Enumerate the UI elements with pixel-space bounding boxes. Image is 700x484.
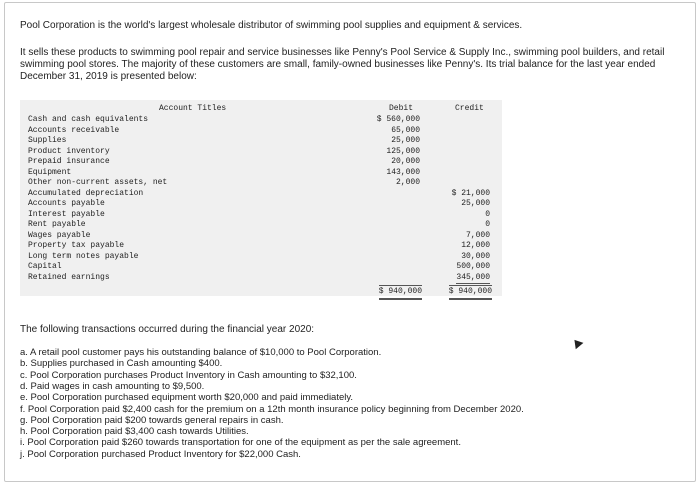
table-row bbox=[20, 199, 502, 210]
transaction-item: h. Pool Corporation paid $3,400 cash towards Utilities. bbox=[20, 426, 249, 438]
credit-value: 7,000 bbox=[465, 230, 490, 240]
debit-value: 25,000 bbox=[391, 136, 420, 145]
account-title: Supplies bbox=[28, 136, 67, 145]
account-title: Other non-current assets, net bbox=[28, 178, 168, 187]
table-row bbox=[20, 168, 502, 179]
table-row bbox=[20, 126, 502, 137]
account-title: Interest payable bbox=[28, 209, 105, 219]
transaction-item: j. Pool Corporation purchased Product Inventory for $22,000 Cash. bbox=[20, 448, 301, 460]
description-paragraph: It sells these products to swimming pool repair and service businesses like Penny's Pool Service & Supply Inc., swimming pool builders, and retail swimming pool stores. The majority of these customers are small, family-owned businesses like Penny's. Its trial balance for the last year ended December 31, 2019 is presented below: bbox=[20, 47, 665, 82]
table-row bbox=[20, 147, 502, 158]
debit-value: 20,000 bbox=[391, 157, 420, 166]
debit-header: Debit bbox=[389, 104, 414, 113]
account-title: Product inventory bbox=[28, 146, 110, 156]
transaction-item: i. Pool Corporation paid $260 towards transportation for one of the equipment as per the sale agreement. bbox=[20, 437, 461, 449]
account-title: Long term notes payable bbox=[28, 251, 139, 261]
account-title: Prepaid insurance bbox=[28, 157, 110, 166]
table-row bbox=[20, 178, 502, 189]
table-row bbox=[20, 136, 502, 147]
account-titles-header: Account Titles bbox=[159, 104, 227, 113]
transaction-item: b. Supplies purchased in Cash amounting $400. bbox=[20, 358, 223, 370]
table-row bbox=[20, 189, 502, 200]
credit-total: $ 940,000 bbox=[449, 285, 492, 300]
table-row bbox=[20, 115, 502, 126]
credit-value: 25,000 bbox=[461, 199, 490, 208]
credit-value: 345,000 bbox=[456, 273, 490, 285]
transaction-item: e. Pool Corporation purchased equipment worth $20,000 and paid immediately. bbox=[20, 392, 354, 404]
transactions-heading: The following transactions occurred during the financial year 2020: bbox=[20, 324, 315, 335]
transaction-item: a. A retail pool customer pays his outstanding balance of $10,000 to Pool Corporation. bbox=[20, 347, 382, 358]
trial-balance-table bbox=[20, 100, 502, 296]
debit-value: 125,000 bbox=[386, 146, 420, 156]
debit-total: $ 940,000 bbox=[379, 285, 422, 300]
debit-value: 2,000 bbox=[395, 178, 420, 187]
account-title: Equipment bbox=[28, 167, 72, 177]
table-row bbox=[20, 220, 502, 231]
credit-value: 0 bbox=[485, 209, 490, 219]
account-title: Wages payable bbox=[28, 230, 91, 240]
table-row bbox=[20, 252, 502, 263]
account-title: Accounts receivable bbox=[28, 125, 120, 135]
table-row bbox=[20, 210, 502, 221]
debit-value: 143,000 bbox=[386, 167, 420, 177]
transaction-item: c. Pool Corporation purchases Product Inventory in Cash amounting to $32,100. bbox=[20, 369, 357, 381]
account-title: Cash and cash equivalents bbox=[28, 115, 149, 124]
credit-value: 500,000 bbox=[456, 262, 490, 271]
transaction-item: g. Pool Corporation paid $200 towards general repairs in cash. bbox=[20, 414, 284, 426]
credit-value: $ 21,000 bbox=[451, 188, 490, 198]
credit-header: Credit bbox=[455, 104, 484, 113]
account-title: Accounts payable bbox=[28, 199, 105, 208]
account-title: Capital bbox=[28, 262, 62, 271]
transaction-item: f. Pool Corporation paid $2,400 cash for the premium on a 12th month insurance policy beginning from December 2020. bbox=[20, 403, 524, 415]
account-title: Property tax payable bbox=[28, 241, 125, 250]
table-row bbox=[20, 157, 502, 168]
account-title: Accumulated depreciation bbox=[28, 188, 144, 198]
transaction-item: d. Paid wages in cash amounting to $9,500. bbox=[20, 380, 205, 392]
debit-value: 65,000 bbox=[391, 125, 420, 135]
debit-value: $ 560,000 bbox=[376, 115, 420, 124]
table-row bbox=[20, 231, 502, 242]
account-title: Rent payable bbox=[28, 220, 86, 229]
account-title: Retained earnings bbox=[28, 272, 110, 282]
credit-value: 12,000 bbox=[461, 241, 490, 250]
table-row bbox=[20, 262, 502, 273]
credit-value: 0 bbox=[485, 220, 490, 229]
table-row bbox=[20, 273, 502, 284]
table-row bbox=[20, 241, 502, 252]
intro-paragraph: Pool Corporation is the world's largest wholesale distributor of swimming pool supplies and equipment & services. bbox=[20, 20, 523, 31]
credit-value: 30,000 bbox=[461, 251, 490, 261]
